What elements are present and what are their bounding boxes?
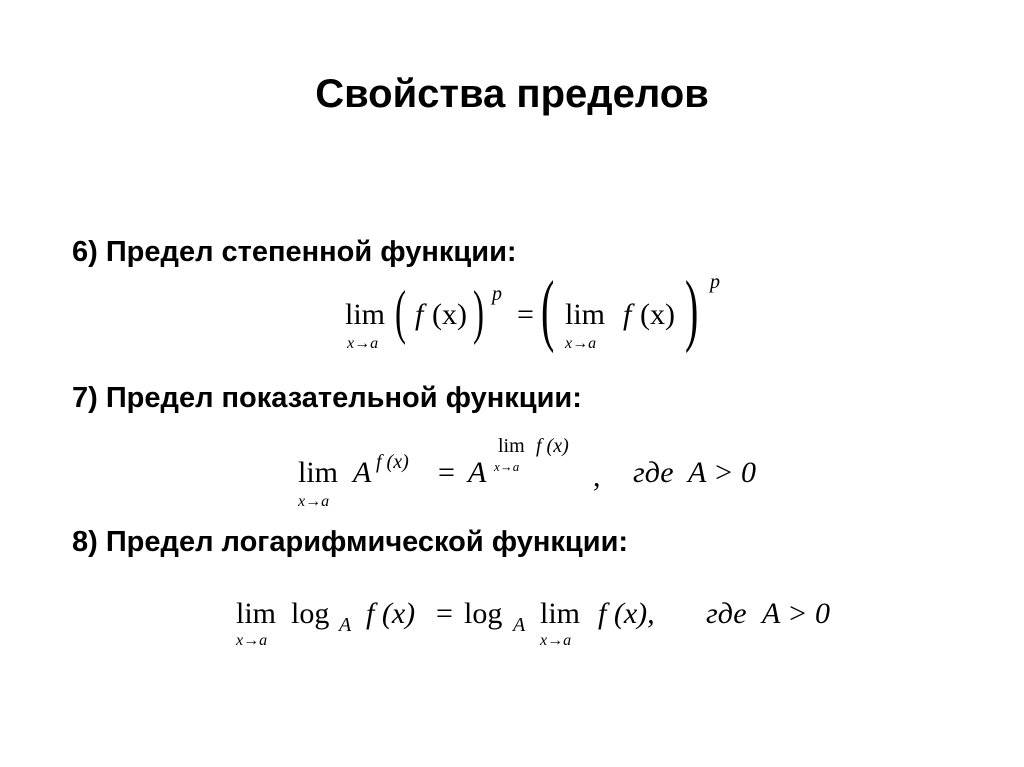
lim-subscript: x→a (298, 493, 330, 510)
formula-power-limit (345, 266, 745, 362)
condition: A > 0 (762, 597, 831, 630)
power-p: p (492, 283, 502, 305)
condition: A > 0 (688, 456, 757, 489)
lim-subscript: x→a (236, 632, 268, 649)
exponent-fx-2: f (x) (536, 435, 569, 457)
heading-logarithmic-function: 8) Предел логарифмической функции: (72, 526, 629, 558)
lim-subscript-2: x→a (540, 632, 572, 649)
exponent-subscript: x→a (494, 459, 520, 474)
where-label: где (706, 597, 747, 630)
lim-operator: lim (298, 456, 339, 489)
log-base: A (339, 614, 352, 636)
function-f: f (415, 298, 424, 331)
lim-operator-2: lim (540, 597, 581, 630)
right-paren-big: ) (685, 266, 699, 354)
lim-operator: lim (345, 298, 386, 331)
log-operator-2: log (464, 597, 503, 630)
left-paren-big: ( (541, 266, 555, 354)
heading-exponential-function: 7) Предел показательной функции: (72, 382, 582, 414)
lim-operator-2: lim (565, 298, 606, 331)
lim-operator: lim (236, 597, 277, 630)
equals-sign: = (436, 597, 453, 630)
lim-subscript-2: x→a (565, 335, 597, 352)
formula-exponential-limit (298, 436, 778, 516)
equals-sign: = (438, 456, 455, 489)
where-label: где (633, 456, 674, 489)
exponent-lim: lim (498, 435, 525, 457)
function-fx-2: f (x), (598, 597, 655, 630)
formula-logarithmic-limit (236, 595, 856, 665)
power-p-2: p (710, 271, 720, 293)
slide-title: Свойства пределов (315, 72, 709, 116)
right-paren: ) (473, 279, 484, 345)
equals-sign: = (517, 298, 534, 331)
base-A-2: A (468, 456, 487, 489)
base-A: A (353, 456, 372, 489)
lim-subscript: x→a (347, 335, 379, 352)
function-f-2: f (623, 298, 632, 331)
function-arg-2: (x) (640, 298, 675, 331)
function-fx: f (x) (366, 597, 416, 630)
comma: , (593, 460, 601, 493)
exponent-fx: f (x) (376, 451, 409, 473)
log-base-2: A (513, 614, 526, 636)
left-paren: ( (395, 279, 406, 345)
function-arg: (x) (432, 298, 467, 331)
heading-power-function: 6) Предел степенной функции: (72, 236, 517, 268)
log-operator: log (291, 597, 330, 630)
